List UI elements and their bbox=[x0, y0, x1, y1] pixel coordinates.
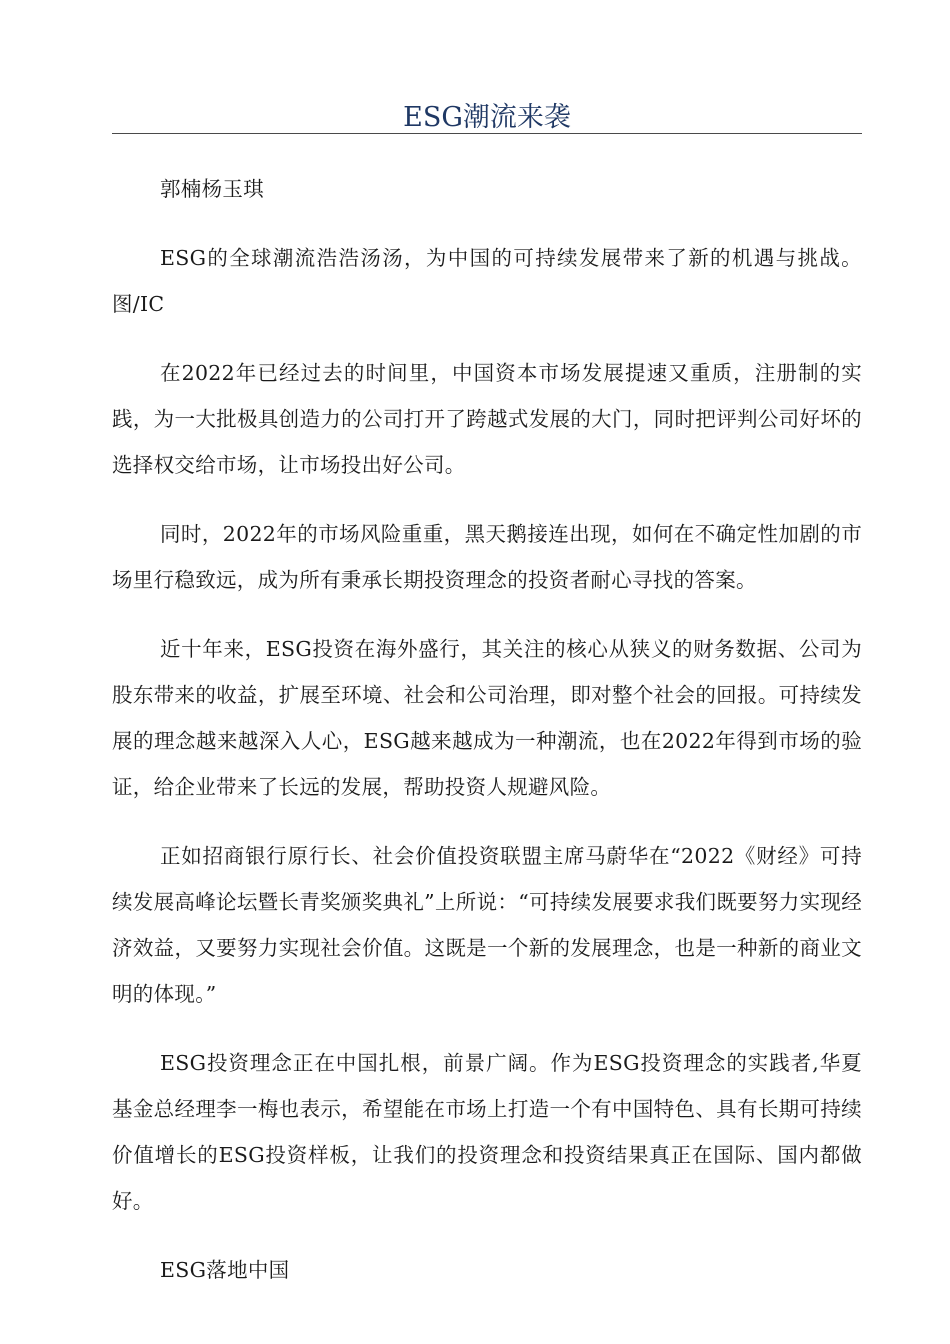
section-heading: ESG落地中国 bbox=[160, 1258, 290, 1282]
document-title: ESG潮流来袭 bbox=[403, 102, 571, 133]
document-body bbox=[112, 166, 862, 1316]
author-line: 郭楠杨玉琪 bbox=[160, 177, 264, 201]
paragraph: 正如招商银行原行长、社会价值投资联盟主席马蔚华在“2022《财经》可持续发展高峰论坛暨长青奖颁奖典礼”上所说：“可持续发展要求我们既要努力实现经济效益，又要努力实现社会价值。这既是一个新的发展理念，也是一种新的商业文明的体现。” bbox=[112, 844, 862, 1006]
paragraph-image-caption: ESG的全球潮流浩浩汤汤，为中国的可持续发展带来了新的机遇与挑战。图/IC bbox=[112, 246, 862, 316]
document-page bbox=[112, 0, 862, 1344]
paragraph: 近十年来，ESG投资在海外盛行，其关注的核心从狭义的财务数据、公司为股东带来的收益，扩展至环境、社会和公司治理，即对整个社会的回报。可持续发展的理念越来越深入人心，ESG越来越成为一种潮流，也在2022年得到市场的验证，给企业带来了长远的发展，帮助投资人规避风险。 bbox=[112, 637, 862, 799]
paragraph: 在2022年已经过去的时间里，中国资本市场发展提速又重质，注册制的实践，为一大批极具创造力的公司打开了跨越式发展的大门，同时把评判公司好坏的选择权交给市场，让市场投出好公司。 bbox=[112, 361, 862, 477]
title-underline bbox=[112, 133, 862, 134]
paragraph: 同时，2022年的市场风险重重，黑天鹅接连出现，如何在不确定性加剧的市场里行稳致远，成为所有秉承长期投资理念的投资者耐心寻找的答案。 bbox=[112, 522, 862, 592]
paragraph: ESG投资理念正在中国扎根，前景广阔。作为ESG投资理念的实践者,华夏基金总经理李一梅也表示，希望能在市场上打造一个有中国特色、具有长期可持续价值增长的ESG投资样板，让我们的投资理念和投资结果真正在国际、国内都做好。 bbox=[112, 1051, 862, 1213]
